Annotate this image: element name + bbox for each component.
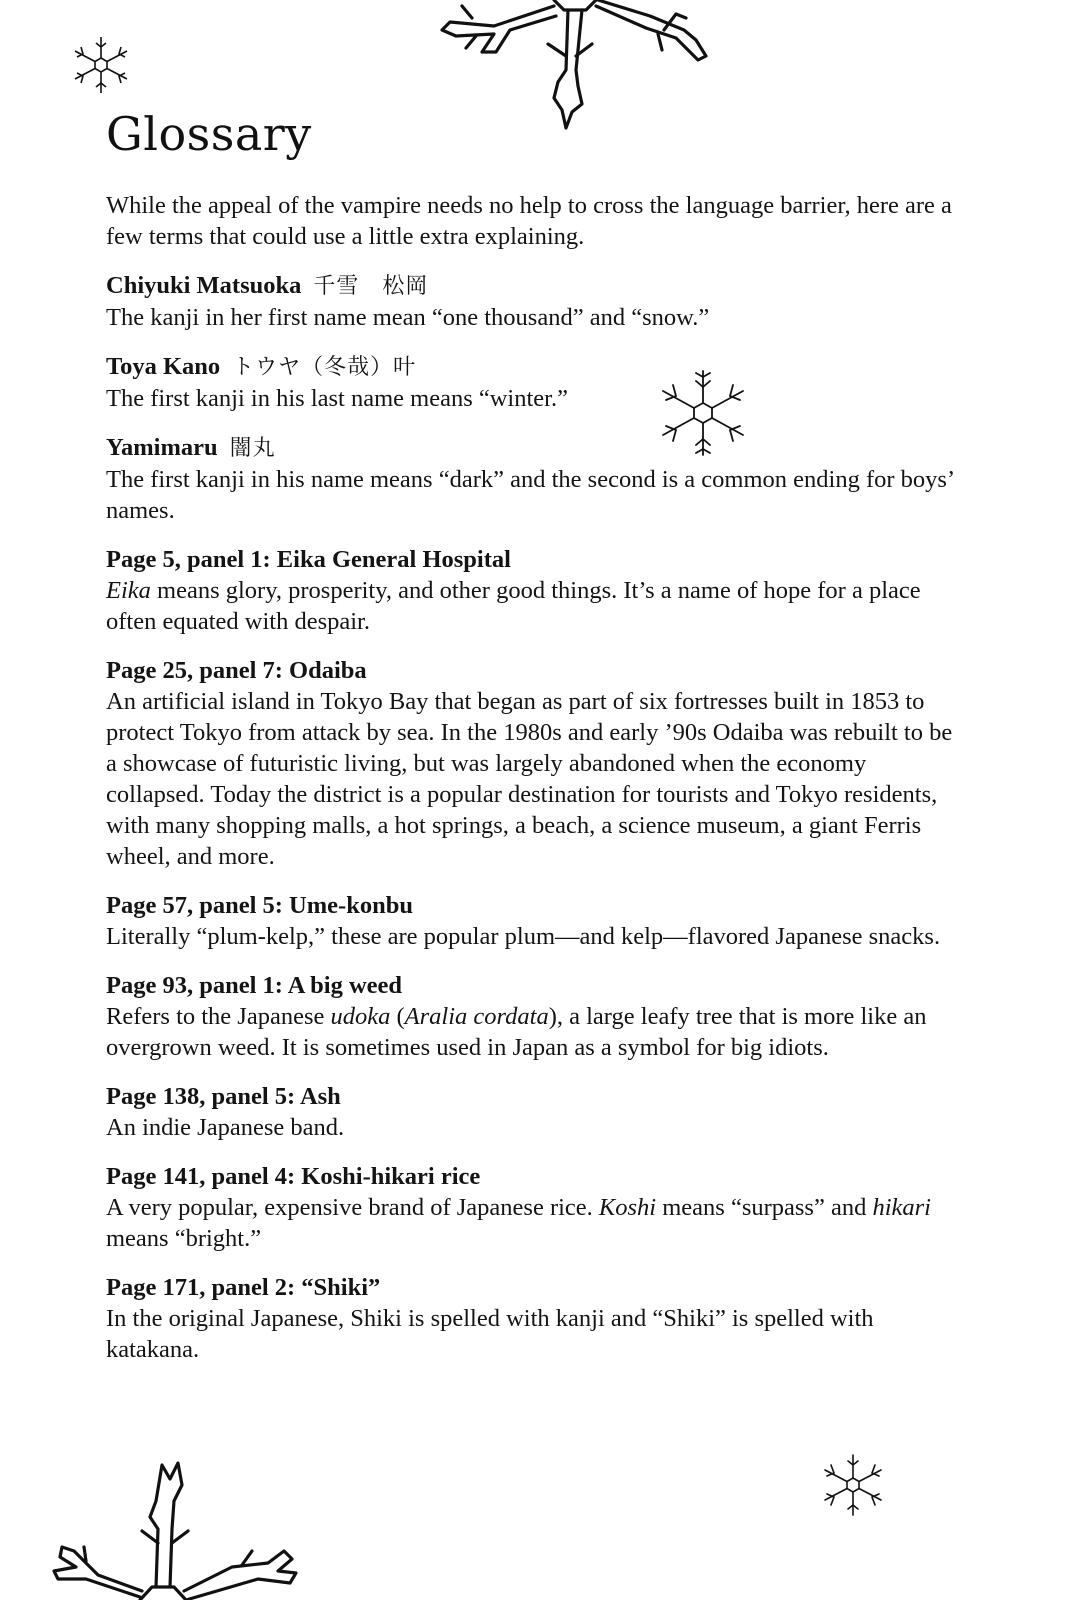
glossary-term	[106, 432, 966, 464]
glossary-term	[106, 351, 966, 383]
definition-segment: Refers to the Japanese	[106, 1003, 331, 1030]
glossary-content	[106, 190, 966, 1383]
snowflake-icon-bottom-right	[818, 1452, 888, 1518]
glossary-entry	[106, 1272, 966, 1365]
glossary-term-text: Page 171, panel 2: “Shiki”	[106, 1274, 381, 1301]
glossary-entry	[106, 1161, 966, 1254]
glossary-entry	[106, 970, 966, 1063]
glossary-definition	[106, 383, 966, 414]
definition-segment: An indie Japanese band.	[106, 1114, 345, 1141]
glossary-definition	[106, 1192, 966, 1254]
glossary-term	[106, 1081, 966, 1112]
glossary-term	[106, 544, 966, 575]
glossary-entry	[106, 351, 966, 414]
glossary-definition	[106, 575, 966, 637]
definition-segment: means glory, prosperity, and other good things. It’s a name of hope for a place often equated with despair.	[106, 577, 921, 635]
glossary-entry	[106, 655, 966, 872]
intro-paragraph: While the appeal of the vampire needs no help to cross the language barrier, here are a few terms that could use a little extra explaining.	[106, 192, 952, 250]
glossary-entry	[106, 432, 966, 526]
glossary-term-text: Page 25, panel 7: Odaiba	[106, 657, 367, 684]
glossary-definition	[106, 464, 966, 526]
definition-segment: The kanji in her first name mean “one thousand” and “snow.”	[106, 304, 710, 331]
definition-italic-segment: Koshi	[598, 1194, 657, 1221]
glossary-definition	[106, 1112, 966, 1143]
definition-segment: ), a large leafy tree that is more like an overgrown weed. It is sometimes used in Japan as a symbol for big idiots.	[106, 1003, 927, 1061]
glossary-definition	[106, 686, 966, 872]
glossary-term	[106, 970, 966, 1001]
glossary-term	[106, 1161, 966, 1192]
definition-italic-segment: Eika	[106, 577, 151, 604]
page-title: Glossary	[106, 107, 312, 161]
glossary-term-kanji: トウヤ（冬哉）叶	[232, 355, 417, 380]
glossary-entries	[106, 270, 966, 1365]
glossary-term-text: Page 141, panel 4: Koshi-hikari rice	[106, 1163, 481, 1190]
definition-segment: In the original Japanese, Shiki is spelled with kanji and “Shiki” is spelled with katakana.	[106, 1305, 874, 1363]
definition-italic-segment: hikari	[872, 1194, 931, 1221]
glossary-term-text: Toya Kano	[106, 353, 221, 380]
definition-segment: A very popular, expensive brand of Japanese rice.	[106, 1194, 599, 1221]
definition-segment: An artificial island in Tokyo Bay that began as part of six fortresses built in 1853 to protect Tokyo from attack by sea. In the 1980s and early ’90s Odaiba was rebuilt to be a showcase of futuristic living, but was largely abandoned when the economy collapsed. Today the district is a popular destination for tourists and Tokyo residents, with many shopping malls, a hot springs, a beach, a science museum, a giant Ferris wheel, and more.	[106, 688, 953, 870]
definition-segment: means “bright.”	[106, 1225, 262, 1252]
glossary-term-text: Yamimaru	[106, 434, 218, 461]
definition-segment: Literally “plum-kelp,” these are popular plum—and kelp—flavored Japanese snacks.	[106, 923, 941, 950]
glossary-term-text: Page 57, panel 5: Ume-konbu	[106, 892, 413, 919]
glossary-term	[106, 1272, 966, 1303]
definition-segment: (	[390, 1003, 405, 1030]
definition-italic-segment: Aralia cordata	[404, 1003, 549, 1030]
glossary-entry	[106, 890, 966, 952]
glossary-term-text: Page 138, panel 5: Ash	[106, 1083, 341, 1110]
glossary-term-kanji: 闇丸	[229, 436, 276, 461]
glossary-term-text: Page 93, panel 1: A big weed	[106, 972, 403, 999]
glossary-term	[106, 270, 966, 302]
glossary-term	[106, 655, 966, 686]
definition-segment: means “surpass” and	[656, 1194, 873, 1221]
glossary-definition	[106, 1303, 966, 1365]
glossary-definition	[106, 1001, 966, 1063]
glossary-term-text: Chiyuki Matsuoka	[106, 272, 302, 299]
glossary-entry	[106, 1081, 966, 1143]
glossary-definition	[106, 302, 966, 333]
snowflake-icon-bottom-left	[46, 1455, 346, 1600]
definition-segment: The first kanji in his name means “dark” and the second is a common ending for boys’ names.	[106, 466, 954, 524]
glossary-entry	[106, 270, 966, 333]
glossary-term	[106, 890, 966, 921]
glossary-definition	[106, 921, 966, 952]
snowflake-icon-top-center	[436, 0, 716, 135]
definition-segment: The first kanji in his last name means “winter.”	[106, 385, 568, 412]
glossary-entry	[106, 544, 966, 637]
glossary-term-text: Page 5, panel 1: Eika General Hospital	[106, 546, 511, 573]
glossary-term-kanji: 千雪 松岡	[313, 274, 429, 299]
snowflake-icon-top-left	[68, 34, 134, 96]
definition-italic-segment: udoka	[330, 1003, 391, 1030]
